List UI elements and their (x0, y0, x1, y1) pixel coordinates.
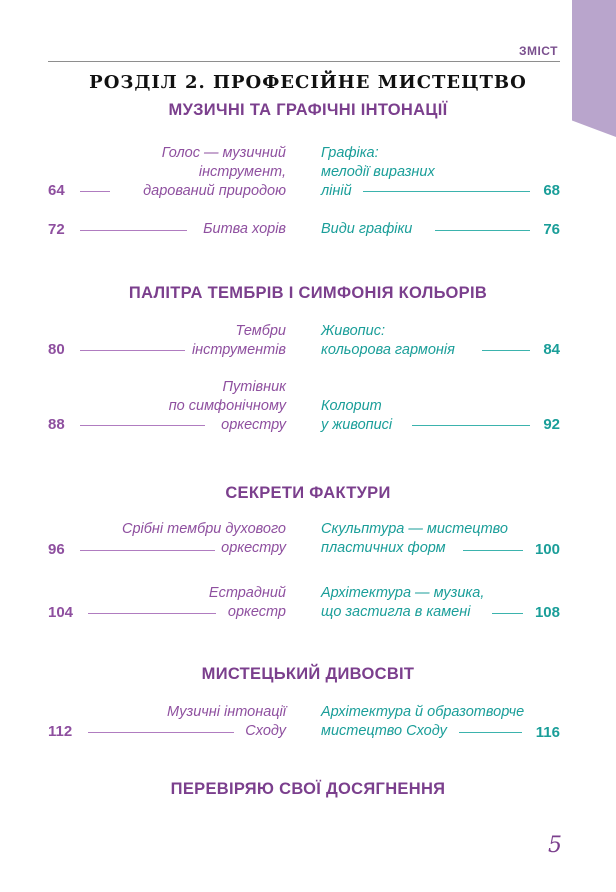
toc-entry-line: інструментів (191, 342, 286, 358)
toc-entry-left[interactable] (143, 144, 286, 201)
toc-entry-line: Голос — музичний (161, 145, 286, 161)
toc-entry-line: оркестру (221, 417, 286, 433)
toc-entry-line: Тембри (235, 323, 286, 339)
leader-line (80, 191, 110, 192)
toc-entry-left[interactable] (167, 703, 286, 741)
toc-page-number[interactable]: 84 (543, 341, 560, 358)
toc-entry-line: оркестр (227, 604, 286, 620)
toc-entry-line: мистецтво Сходу (321, 723, 447, 739)
leader-line (435, 230, 530, 231)
section-title: СЕКРЕТИ ФАКТУРИ (225, 484, 391, 502)
toc-page-number[interactable]: 100 (534, 541, 560, 558)
toc-page-number[interactable]: 68 (543, 182, 560, 199)
toc-entry-line: інструмент, (198, 164, 286, 180)
toc-entry-line: Музичні інтонації (167, 704, 286, 720)
toc-entry-line: Путівник (222, 379, 286, 395)
toc-entry-line: Архітектура — музика, (321, 585, 485, 601)
leader-line (412, 425, 530, 426)
toc-entry-left[interactable] (203, 220, 286, 239)
toc-page-number[interactable]: 104 (48, 604, 74, 621)
header-rule (48, 61, 560, 62)
toc-page-number[interactable]: 72 (48, 221, 65, 238)
toc-entry-line: по симфонічному (168, 398, 286, 414)
toc-entry-line: ліній (321, 183, 352, 199)
toc-entry-line: кольорова гармонія (321, 342, 455, 358)
toc-entry-right[interactable] (321, 703, 524, 741)
leader-line (80, 425, 205, 426)
toc-page-number[interactable]: 116 (535, 724, 560, 741)
toc-entry-line: що застигла в камені (321, 604, 471, 620)
toc-entry-left[interactable] (169, 378, 286, 435)
toc-entry-line: Живопис: (321, 323, 385, 339)
toc-entry-right[interactable] (321, 584, 484, 622)
toc-entry-left[interactable] (192, 322, 286, 360)
toc-entry-line: дарований природою (143, 183, 286, 199)
toc-entry-line: Види графіки (321, 221, 413, 237)
toc-page-number[interactable]: 76 (543, 221, 560, 238)
leader-line (459, 732, 522, 733)
running-header: ЗМІСТ (518, 44, 558, 58)
toc-entry-right[interactable] (321, 144, 435, 201)
leader-line (88, 613, 216, 614)
section-title: ПАЛІТРА ТЕМБРІВ І СИМФОНІЯ КОЛЬОРІВ (128, 284, 488, 302)
toc-entry-right[interactable] (321, 220, 412, 239)
toc-entry-right[interactable] (321, 322, 455, 360)
toc-entry-line: у живописі (321, 417, 393, 433)
toc-page-number[interactable]: 64 (48, 182, 65, 199)
toc-page-number[interactable]: 96 (48, 541, 65, 558)
toc-entry-line: Архітектура й образотворче (321, 704, 525, 720)
toc-entry-line: Естрадний (208, 585, 286, 601)
toc-entry-line: Графіка: (321, 145, 379, 161)
toc-page-number[interactable]: 112 (48, 723, 73, 740)
section-title: МУЗИЧНІ ТА ГРАФІЧНІ ІНТОНАЦІЇ (168, 101, 448, 119)
chapter-title: РОЗДІЛ 2. ПРОФЕСІЙНЕ МИСТЕЦТВО (89, 72, 527, 93)
toc-page-number[interactable]: 92 (543, 416, 560, 433)
toc-entry-left[interactable] (122, 520, 286, 558)
toc-page-number[interactable]: 80 (48, 341, 65, 358)
toc-entry-right[interactable] (321, 397, 392, 435)
toc-entry-right[interactable] (321, 520, 508, 558)
section-title: МИСТЕЦЬКИЙ ДИВОСВІТ (201, 665, 415, 683)
toc-entry-line: Скульптура — мистецтво (321, 521, 508, 537)
toc-entry-line: Срібні тембри духового (122, 521, 286, 537)
leader-line (363, 191, 530, 192)
leader-line (88, 732, 234, 733)
toc-entry-left[interactable] (209, 584, 286, 622)
toc-entry-line: пластичних форм (321, 540, 446, 556)
leader-line (482, 350, 530, 351)
page-number: 5 (548, 833, 562, 858)
leader-line (463, 550, 523, 551)
leader-line (80, 230, 187, 231)
section-title[interactable]: ПЕРЕВІРЯЮ СВОЇ ДОСЯГНЕННЯ (170, 780, 446, 798)
toc-entry-line: мелодії виразних (321, 164, 435, 180)
toc-entry-line: Битва хорів (203, 221, 286, 237)
toc-entry-line: Колорит (321, 398, 382, 414)
toc-entry-line: Сходу (245, 723, 286, 739)
toc-page-number[interactable]: 108 (534, 604, 560, 621)
leader-line (80, 350, 185, 351)
leader-line (80, 550, 215, 551)
toc-page-number[interactable]: 88 (48, 416, 65, 433)
leader-line (492, 613, 523, 614)
toc-entry-line: оркестру (221, 540, 286, 556)
